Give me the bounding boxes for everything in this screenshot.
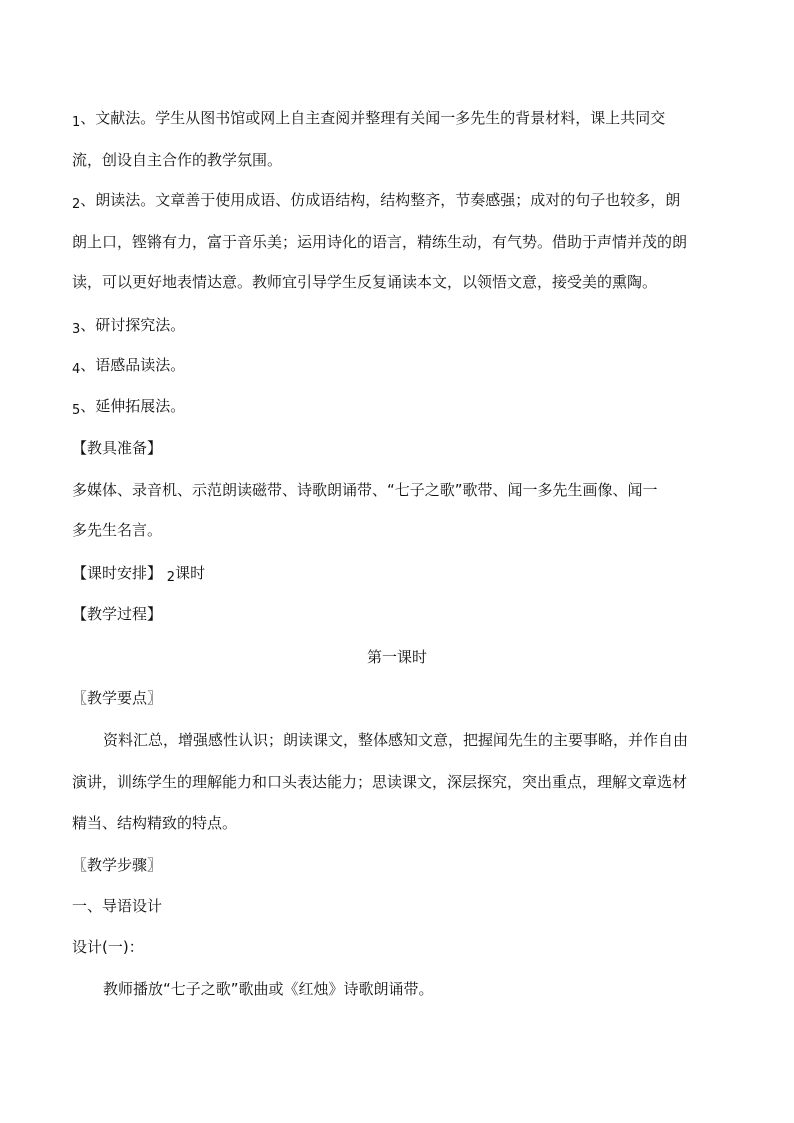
design-1-label: 设计(一)： xyxy=(72,938,144,956)
schedule-heading: 【课时安排】 xyxy=(72,564,163,582)
points-heading: 〖教学要点〗 xyxy=(72,689,163,707)
method-4: 4、语感品读法。 xyxy=(72,356,186,377)
steps-heading: 〖教学步骤〗 xyxy=(72,856,163,874)
points-line-1: 资料汇总，增强感性认识；朗读课文，整体感知文意，把握闻先生的主要事略，并作自由 xyxy=(103,731,689,749)
method-1-line-1: 1、文献法。学生从图书馆或网上自主查阅并整理有关闻一多先生的背景材料，课上共同交 xyxy=(72,109,666,130)
method-2-line-2: 朗上口，铿锵有力，富于音乐美；运用诗化的语言，精练生动，有气势。借助于声情并茂的朗 xyxy=(72,233,688,251)
tools-heading: 【教具准备】 xyxy=(72,439,163,457)
points-line-2: 演讲，训练学生的理解能力和口头表达能力；思读课文，深层探究，突出重点，理解文章选材 xyxy=(72,773,688,791)
method-3: 3、研讨探究法。 xyxy=(72,316,186,337)
tools-line-2: 多先生名言。 xyxy=(72,521,163,539)
lesson-title: 第一课时 xyxy=(366,648,427,666)
method-2-line-1: 2、朗读法。文章善于使用成语、仿成语结构，结构整齐，节奏感强；成对的句子也较多，朗 xyxy=(72,191,681,212)
step-1-heading: 一、导语设计 xyxy=(72,897,163,915)
design-1-text: 教师播放“七子之歌”歌曲或《红烛》诗歌朗诵带。 xyxy=(103,980,434,998)
tools-line-1: 多媒体、录音机、示范朗读磁带、诗歌朗诵带、“七子之歌”歌带、闻一多先生画像、闻一 xyxy=(72,481,658,499)
points-line-3: 精当、结构精致的特点。 xyxy=(72,814,238,832)
process-heading: 【教学过程】 xyxy=(72,605,163,623)
method-1-line-2: 流，创设自主合作的教学氛围。 xyxy=(72,151,283,169)
method-5: 5、延伸拓展法。 xyxy=(72,397,186,418)
method-2-line-3: 读，可以更好地表情达意。教师宜引导学生反复诵读本文，以领悟文意，接受美的熏陶。 xyxy=(72,273,658,291)
schedule-line: 【课时安排】 2课时 xyxy=(72,564,206,585)
